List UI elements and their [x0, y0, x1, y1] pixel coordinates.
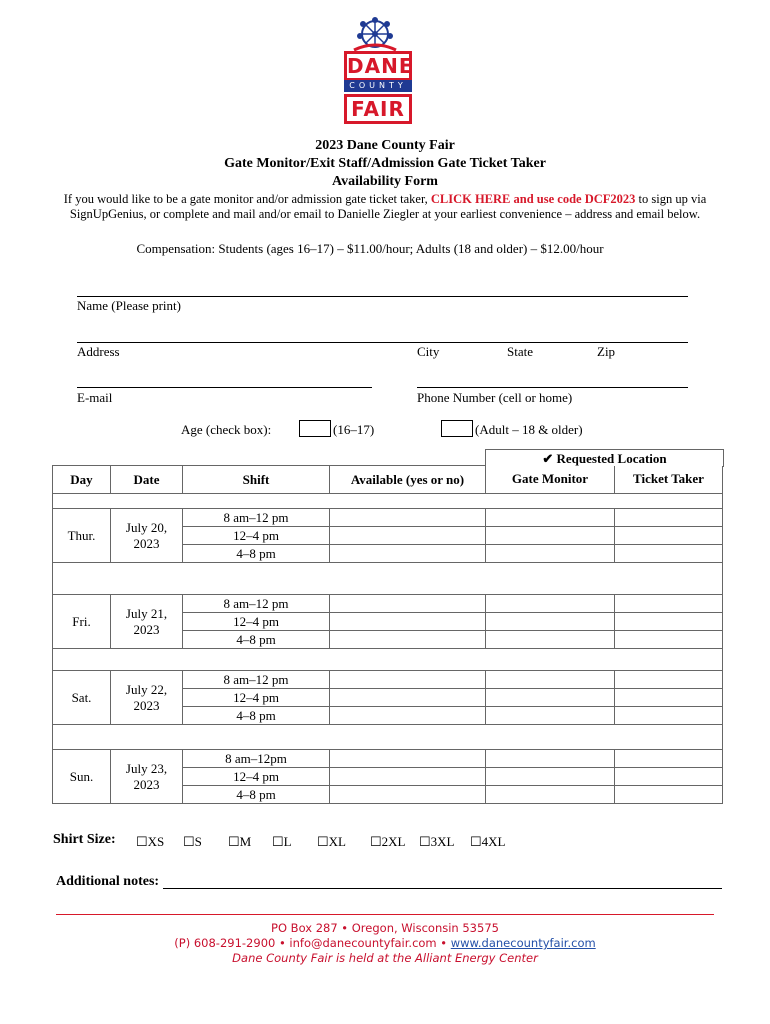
age-16-17-checkbox[interactable]: [299, 420, 331, 437]
col-gate-monitor: Gate Monitor: [486, 466, 615, 494]
address-line[interactable]: [77, 342, 688, 343]
col-ticket-taker: Ticket Taker: [615, 466, 723, 494]
day-cell: Sat.: [53, 671, 111, 725]
shift-cell: 8 am–12pm: [183, 750, 330, 768]
available-cell[interactable]: [330, 527, 486, 545]
ticket-taker-cell[interactable]: [615, 595, 723, 613]
shift-cell: 8 am–12 pm: [183, 595, 330, 613]
available-cell[interactable]: [330, 786, 486, 804]
ticket-taker-cell[interactable]: [615, 671, 723, 689]
date-line2: 2023: [133, 621, 160, 637]
ticket-taker-cell[interactable]: [615, 707, 723, 725]
day-cell: Sun.: [53, 750, 111, 804]
shirt-size-4xl[interactable]: ☐4XL: [470, 834, 506, 849]
logo-fair: FAIR: [344, 94, 412, 124]
available-cell[interactable]: [330, 545, 486, 563]
date-cell: [111, 671, 183, 725]
date-line2: 2023: [133, 697, 160, 713]
table-row: [53, 750, 723, 768]
table-header-row: [53, 466, 723, 494]
shift-cell: 8 am–12 pm: [183, 509, 330, 527]
shirt-size-3xl[interactable]: ☐3XL: [419, 834, 455, 849]
age-label: Age (check box):: [181, 422, 272, 437]
footer-divider: [56, 914, 714, 915]
available-cell[interactable]: [330, 631, 486, 649]
date-cell: [111, 750, 183, 804]
ticket-taker-cell[interactable]: [615, 689, 723, 707]
ticket-taker-cell[interactable]: [615, 545, 723, 563]
intro-text: [0, 192, 770, 207]
page-subtitle: Gate Monitor/Exit Staff/Admission Gate Ticket Taker: [224, 156, 546, 171]
available-cell[interactable]: [330, 595, 486, 613]
shift-cell: 12–4 pm: [183, 689, 330, 707]
day-cell: Fri.: [53, 595, 111, 649]
gate-monitor-cell[interactable]: [486, 689, 615, 707]
spacer-row: [53, 494, 723, 509]
compensation-text: Compensation: Students (ages 16–17) – $11.00/hour; Adults (18 and older) – $12.00/hour: [136, 241, 604, 256]
signup-link[interactable]: CLICK HERE and use code DCF2023: [430, 192, 636, 206]
form-title: Availability Form: [332, 174, 438, 189]
footer-tagline: Dane County Fair is held at the Alliant Energy Center: [232, 951, 538, 965]
shirt-size-xl[interactable]: ☐XL: [317, 834, 346, 849]
name-label: Name (Please print): [77, 298, 181, 313]
shirt-size-xs[interactable]: ☐XS: [136, 834, 165, 849]
state-label: State: [507, 344, 533, 359]
spacer-row: [53, 563, 723, 595]
table-row: [53, 595, 723, 613]
shift-cell: 4–8 pm: [183, 631, 330, 649]
intro-part-a: If you would like to be a gate monitor and/or admission gate ticket taker,: [63, 192, 428, 206]
website-link[interactable]: www.danecountyfair.com: [450, 936, 596, 950]
age-adult-checkbox[interactable]: [441, 420, 473, 437]
col-shift: Shift: [183, 466, 330, 494]
name-line[interactable]: [77, 296, 688, 297]
gate-monitor-cell[interactable]: [486, 768, 615, 786]
zip-label: Zip: [597, 344, 616, 359]
available-cell[interactable]: [330, 671, 486, 689]
shift-cell: 12–4 pm: [183, 527, 330, 545]
ticket-taker-cell[interactable]: [615, 786, 723, 804]
table-row: [53, 509, 723, 527]
footer-address: PO Box 287 • Oregon, Wisconsin 53575: [271, 921, 499, 935]
gate-monitor-cell[interactable]: [486, 595, 615, 613]
spacer-row: [53, 725, 723, 750]
available-cell[interactable]: [330, 750, 486, 768]
footer-phone-email: (P) 608-291-2900 • info@danecountyfair.com •: [174, 936, 451, 950]
email-label: E-mail: [77, 390, 113, 405]
available-cell[interactable]: [330, 707, 486, 725]
page-title: 2023 Dane County Fair: [315, 138, 455, 153]
shift-cell: 4–8 pm: [183, 786, 330, 804]
ticket-taker-cell[interactable]: [615, 768, 723, 786]
shirt-size-l[interactable]: ☐L: [272, 834, 292, 849]
gate-monitor-cell[interactable]: [486, 750, 615, 768]
spacer-row: [53, 649, 723, 671]
address-label: Address: [77, 344, 120, 359]
date-line1: July 22,: [125, 681, 168, 697]
ticket-taker-cell[interactable]: [615, 631, 723, 649]
date-line1: July 21,: [125, 605, 168, 621]
phone-line[interactable]: [417, 387, 688, 388]
shift-cell: 8 am–12 pm: [183, 671, 330, 689]
gate-monitor-cell[interactable]: [486, 631, 615, 649]
date-line1: July 23,: [125, 760, 168, 776]
shirt-size-s[interactable]: ☐S: [183, 834, 202, 849]
ticket-taker-cell[interactable]: [615, 509, 723, 527]
shift-cell: 12–4 pm: [183, 613, 330, 631]
age-16-17-label: (16–17): [333, 422, 375, 437]
day-cell: Thur.: [53, 509, 111, 563]
available-cell[interactable]: [330, 768, 486, 786]
col-available: Available (yes or no): [330, 466, 486, 494]
requested-location-header: ✔ Requested Location: [485, 449, 724, 467]
availability-table: [52, 465, 723, 804]
col-date: Date: [111, 466, 183, 494]
date-line1: July 20,: [125, 519, 168, 535]
gate-monitor-cell[interactable]: [486, 509, 615, 527]
intro-text-line2: SignUpGenius, or complete and mail and/or email to Danielle Ziegler at your earliest convenience – address and email below.: [69, 207, 701, 221]
notes-label: Additional notes:: [56, 874, 160, 889]
age-adult-label: (Adult – 18 & older): [475, 422, 583, 437]
ticket-taker-cell[interactable]: [615, 527, 723, 545]
available-cell[interactable]: [330, 509, 486, 527]
date-line2: 2023: [133, 776, 160, 792]
date-cell: [111, 595, 183, 649]
gate-monitor-cell[interactable]: [486, 786, 615, 804]
logo-county: COUNTY: [344, 80, 412, 92]
phone-label: Phone Number (cell or home): [417, 390, 573, 405]
shirt-size-2xl[interactable]: ☐2XL: [370, 834, 406, 849]
email-line[interactable]: [77, 387, 372, 388]
shift-cell: 4–8 pm: [183, 545, 330, 563]
intro-part-b: to sign up via: [638, 192, 707, 206]
shift-cell: 12–4 pm: [183, 768, 330, 786]
gate-monitor-cell[interactable]: [486, 545, 615, 563]
gate-monitor-cell[interactable]: [486, 707, 615, 725]
ticket-taker-cell[interactable]: [615, 613, 723, 631]
table-row: [53, 671, 723, 689]
shirt-size-label: Shirt Size:: [53, 832, 116, 847]
city-label: City: [417, 344, 440, 359]
shift-cell: 4–8 pm: [183, 707, 330, 725]
col-day: Day: [53, 466, 111, 494]
logo-dane: DANE: [344, 51, 412, 81]
gate-monitor-cell[interactable]: [486, 527, 615, 545]
available-cell[interactable]: [330, 613, 486, 631]
ticket-taker-cell[interactable]: [615, 750, 723, 768]
available-cell[interactable]: [330, 689, 486, 707]
shirt-size-m[interactable]: ☐M: [228, 834, 252, 849]
date-cell: [111, 509, 183, 563]
footer-contact: [0, 936, 770, 950]
gate-monitor-cell[interactable]: [486, 671, 615, 689]
notes-line[interactable]: [163, 888, 722, 889]
gate-monitor-cell[interactable]: [486, 613, 615, 631]
date-line2: 2023: [133, 535, 160, 551]
fair-logo: [340, 14, 414, 122]
